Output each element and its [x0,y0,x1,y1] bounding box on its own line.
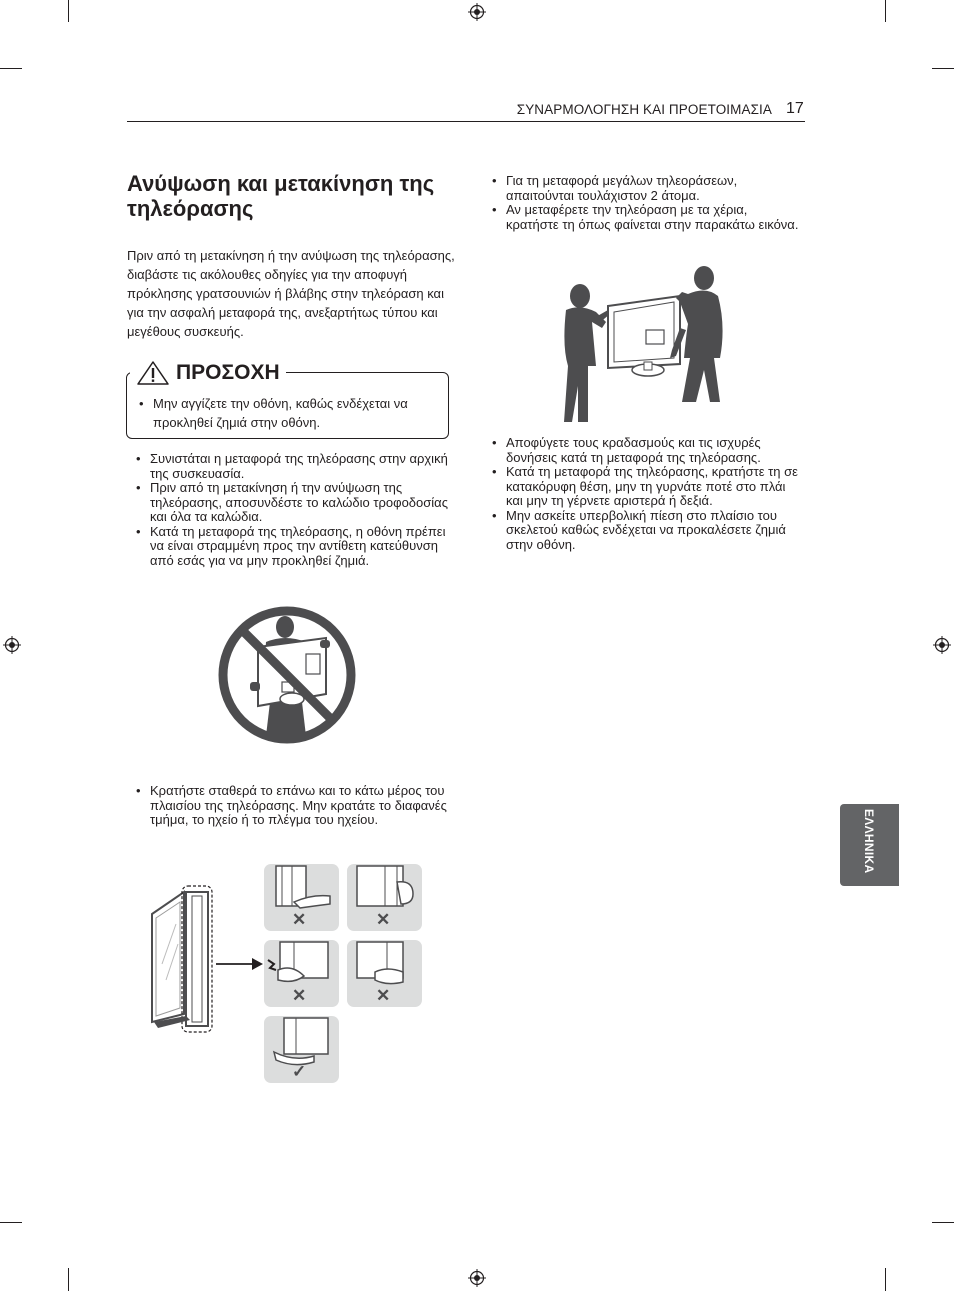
right-bullet-list [492,174,802,232]
intro-paragraph: Πριν από τη μετακίνηση ή την ανύψωση της τηλεόρασης, διαβάστε τις ακόλουθες οδηγίες για την αποφυγή πρόκλησης γρατσουνιών ή βλάβης στην τηλεόραση και για την ασφαλή μεταφορά της, ανεξαρτήτως τύπου και μεγέθους συσκευής. [127,248,455,339]
list-item: • Για τη μεταφορά μεγάλων τηλεοράσεων, απαιτούνται τουλάχιστον 2 άτομα. [492,174,802,203]
crop-mark [885,1268,886,1291]
header-rule [127,121,805,122]
two-person-carry-illustration [562,266,728,422]
list-item: • Συνιστάται η μεταφορά της τηλεόρασης στην αρχική της συσκευασία. [136,452,448,481]
crop-mark [68,1268,69,1291]
registration-mark-icon [468,1269,486,1287]
list-item: • Πριν από τη μετακίνηση ή την ανύψωση της τηλεόρασης, αποσυνδέστε το καλώδιο τροφοδοσίας και όλα τα καλώδια. [136,481,448,525]
arrow-icon [216,957,264,971]
list-item: • Κατά τη μεταφορά της τηλεόρασης, η οθόνη πρέπει να είναι στραμμένη προς την αντίθετη κατεύθυνση από εσάς για να μην προκληθεί ζημιά. [136,525,448,569]
registration-mark-icon [933,636,951,654]
list-item: • Μην αγγίζετε την οθόνη, καθώς ενδέχεται να προκληθεί ζημιά στην οθόνη. [139,394,439,432]
registration-mark-icon [3,636,21,654]
caution-list [139,394,439,432]
caution-heading [130,360,286,386]
list-item: • Αν μεταφέρετε την τηλεόραση με τα χέρια, κρατήστε τη όπως φαίνεται στην παρακάτω εικόνα. [492,203,802,232]
tv-frame-illustration [148,884,218,1036]
list-item: • Κρατήστε σταθερά το επάνω και το κάτω μέρος του πλαισίου της τηλεόρασης. Μην κρατάτε το διαφανές τμήμα, το ηχείο ή το πλέγμα του ηχείου. [136,784,448,828]
grip-mark: ✕ [376,910,391,929]
grip-mark: ✓ [292,1062,307,1081]
caution-title: ΠΡΟΣΟΧΗ [176,361,280,384]
crop-mark [0,1222,22,1223]
registration-mark-icon [468,3,486,21]
list-item: • Μην ασκείτε υπερβολική πίεση στο πλαίσιο του σκελετού καθώς ενδέχεται να προκαλέσετε ζημιά στην οθόνη. [492,509,804,553]
page-title: Ανύψωση και μετακίνηση της τηλεόρασης [127,171,435,221]
language-tab-label: ΕΛΛΗΝΙΚΑ [862,809,876,874]
left-bullet-list-2 [136,784,448,828]
crop-mark [932,68,954,69]
left-bullet-list [136,452,448,568]
section-header: ΣΥΝΑΡΜΟΛΟΓΗΣΗ ΚΑΙ ΠΡΟΕΤΟΙΜΑΣΙΑ [516,102,772,117]
page-number: 17 [786,100,804,117]
list-item: • Αποφύγετε τους κραδασμούς και τις ισχυρές δονήσεις κατά τη μεταφορά της τηλεόρασης. [492,436,804,465]
prohibited-carry-illustration [214,602,360,748]
grip-mark: ✕ [292,986,307,1005]
warning-icon [136,360,170,386]
crop-mark [68,0,69,22]
right-bullet-list-2 [492,436,804,552]
crop-mark [0,68,22,69]
grip-mark: ✕ [376,986,391,1005]
crop-mark [932,1222,954,1223]
grip-mark: ✕ [292,910,307,929]
list-item: • Κατά τη μεταφορά της τηλεόρασης, κρατήστε τη σε κατακόρυφη θέση, μην τη γυρνάτε ποτέ στο πλάι και μην τη γέρνετε αριστερά ή δεξιά. [492,465,804,509]
crop-mark [885,0,886,22]
